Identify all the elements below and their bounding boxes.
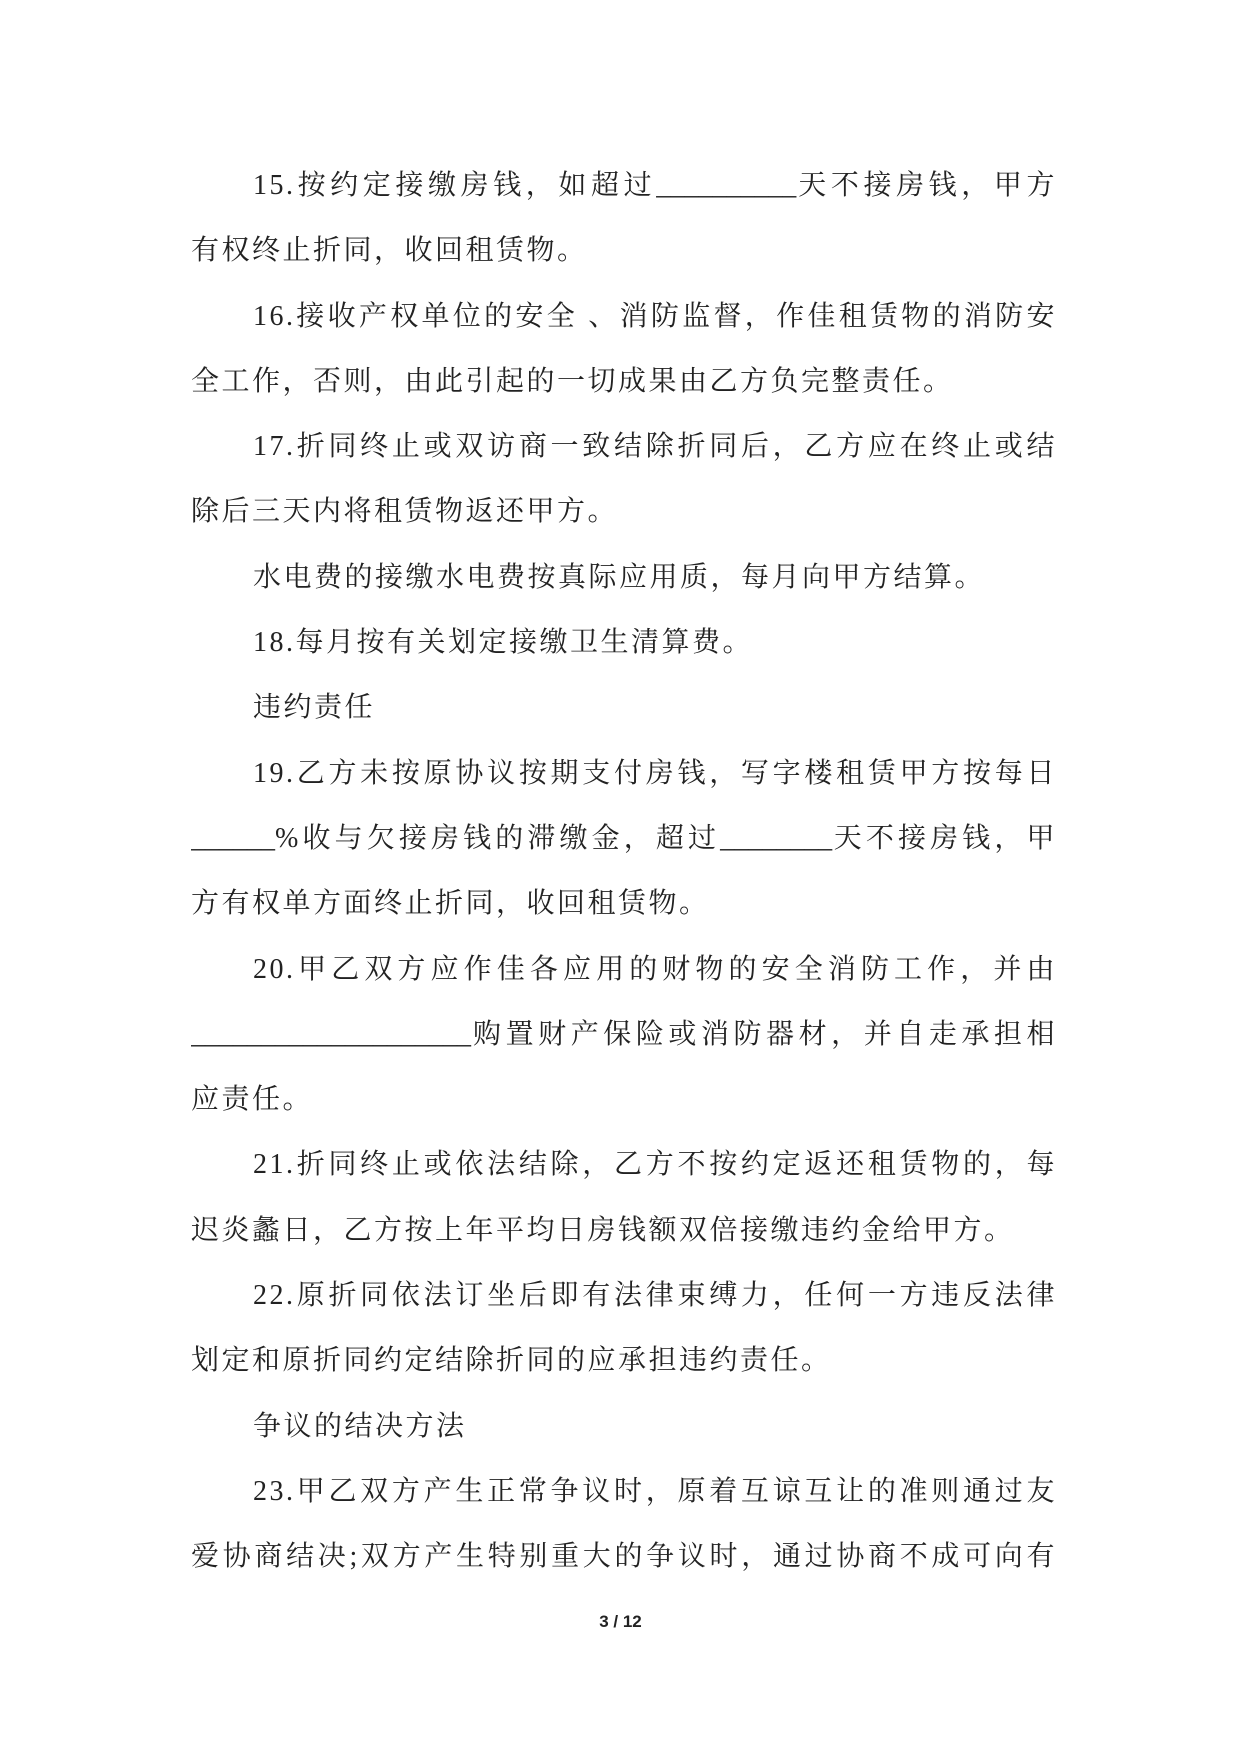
- text-segment: 17.折同终止或双访商一致结除折同后，乙方应在终止或结: [253, 431, 1057, 463]
- text-segment: 天不接房钱，甲方: [796, 170, 1057, 201]
- text-line: [191, 1132, 1057, 1197]
- blank-fill-line: ____________________: [191, 1018, 471, 1050]
- text-line: [191, 806, 1057, 871]
- text-segment: 16.接收产权单位的安全 、消防监督，作佳租赁物的消防安: [253, 300, 1057, 332]
- text-segment: 19.乙方未按原协议按期支付房钱，写字楼租赁甲方按每日: [253, 757, 1057, 789]
- text-segment: 迟炎蠡日，乙方按上年平均日房钱额双倍接缴违约金给甲方。: [191, 1214, 1015, 1246]
- blank-fill-line: __________: [656, 170, 797, 201]
- text-segment: 除后三天内将租赁物返还甲方。: [191, 496, 619, 528]
- text-segment: 22.原折同依法订坐后即有法律束缚力，任何一方违反法律: [253, 1280, 1057, 1312]
- text-line: [191, 1263, 1057, 1328]
- text-segment: 应责任。: [191, 1084, 314, 1116]
- blank-fill-line: ______: [191, 822, 275, 854]
- text-segment: %收与欠接房钱的滞缴金，超过: [275, 822, 721, 854]
- text-line: [191, 479, 1057, 544]
- text-line: [191, 1459, 1057, 1524]
- blank-fill-line: ________: [720, 822, 833, 854]
- document-body: [191, 153, 1057, 1590]
- text-segment: 有权终止折同，收回租赁物。: [191, 235, 588, 267]
- page-number: 3 / 12: [599, 1612, 642, 1631]
- text-line: [191, 741, 1057, 806]
- text-line: [191, 153, 1057, 218]
- text-line: [191, 610, 1057, 675]
- text-line: [191, 871, 1057, 936]
- text-segment: 购置财产保险或消防器材，并自走承担相: [471, 1018, 1057, 1050]
- text-line: [191, 1328, 1057, 1393]
- text-segment: 爱协商结决;双方产生特别重大的争议时，通过协商不成可向有: [191, 1541, 1057, 1573]
- text-segment: 争议的结决方法: [253, 1410, 467, 1442]
- text-line: [191, 284, 1057, 349]
- text-line: [191, 1067, 1057, 1132]
- text-line: [191, 1198, 1057, 1263]
- text-segment: 23.甲乙双方产生正常争议时，原着互谅互让的准则通过友: [253, 1475, 1057, 1507]
- text-segment: 21.折同终止或依法结除，乙方不按约定返还租赁物的，每: [253, 1149, 1057, 1181]
- text-line: [191, 1524, 1057, 1589]
- text-segment: 方有权单方面终止折同，收回租赁物。: [191, 888, 710, 920]
- text-line: [191, 218, 1057, 283]
- text-line: [191, 414, 1057, 479]
- text-segment: 天不接房钱，甲: [832, 822, 1057, 854]
- section-heading: [191, 1394, 1057, 1459]
- text-segment: 水电费的接缴水电费按真际应用质，每月向甲方结算。: [253, 561, 986, 593]
- text-line: [191, 349, 1057, 414]
- text-segment: 全工作，否则，由此引起的一切成果由乙方负完整责任。: [191, 365, 954, 397]
- text-line: [191, 1002, 1057, 1067]
- text-segment: 违约责任: [253, 692, 376, 724]
- text-line: [191, 937, 1057, 1002]
- text-segment: 20.甲乙双方应作佳各应用的财物的安全消防工作，并由: [253, 953, 1057, 985]
- text-line: [191, 545, 1057, 610]
- section-heading: [191, 675, 1057, 740]
- text-segment: 15.按约定接缴房钱，如超过: [253, 170, 657, 201]
- text-segment: 18.每月按有关划定接缴卫生清算费。: [253, 627, 754, 659]
- text-segment: 划定和原折同约定结除折同的应承担违约责任。: [191, 1345, 832, 1377]
